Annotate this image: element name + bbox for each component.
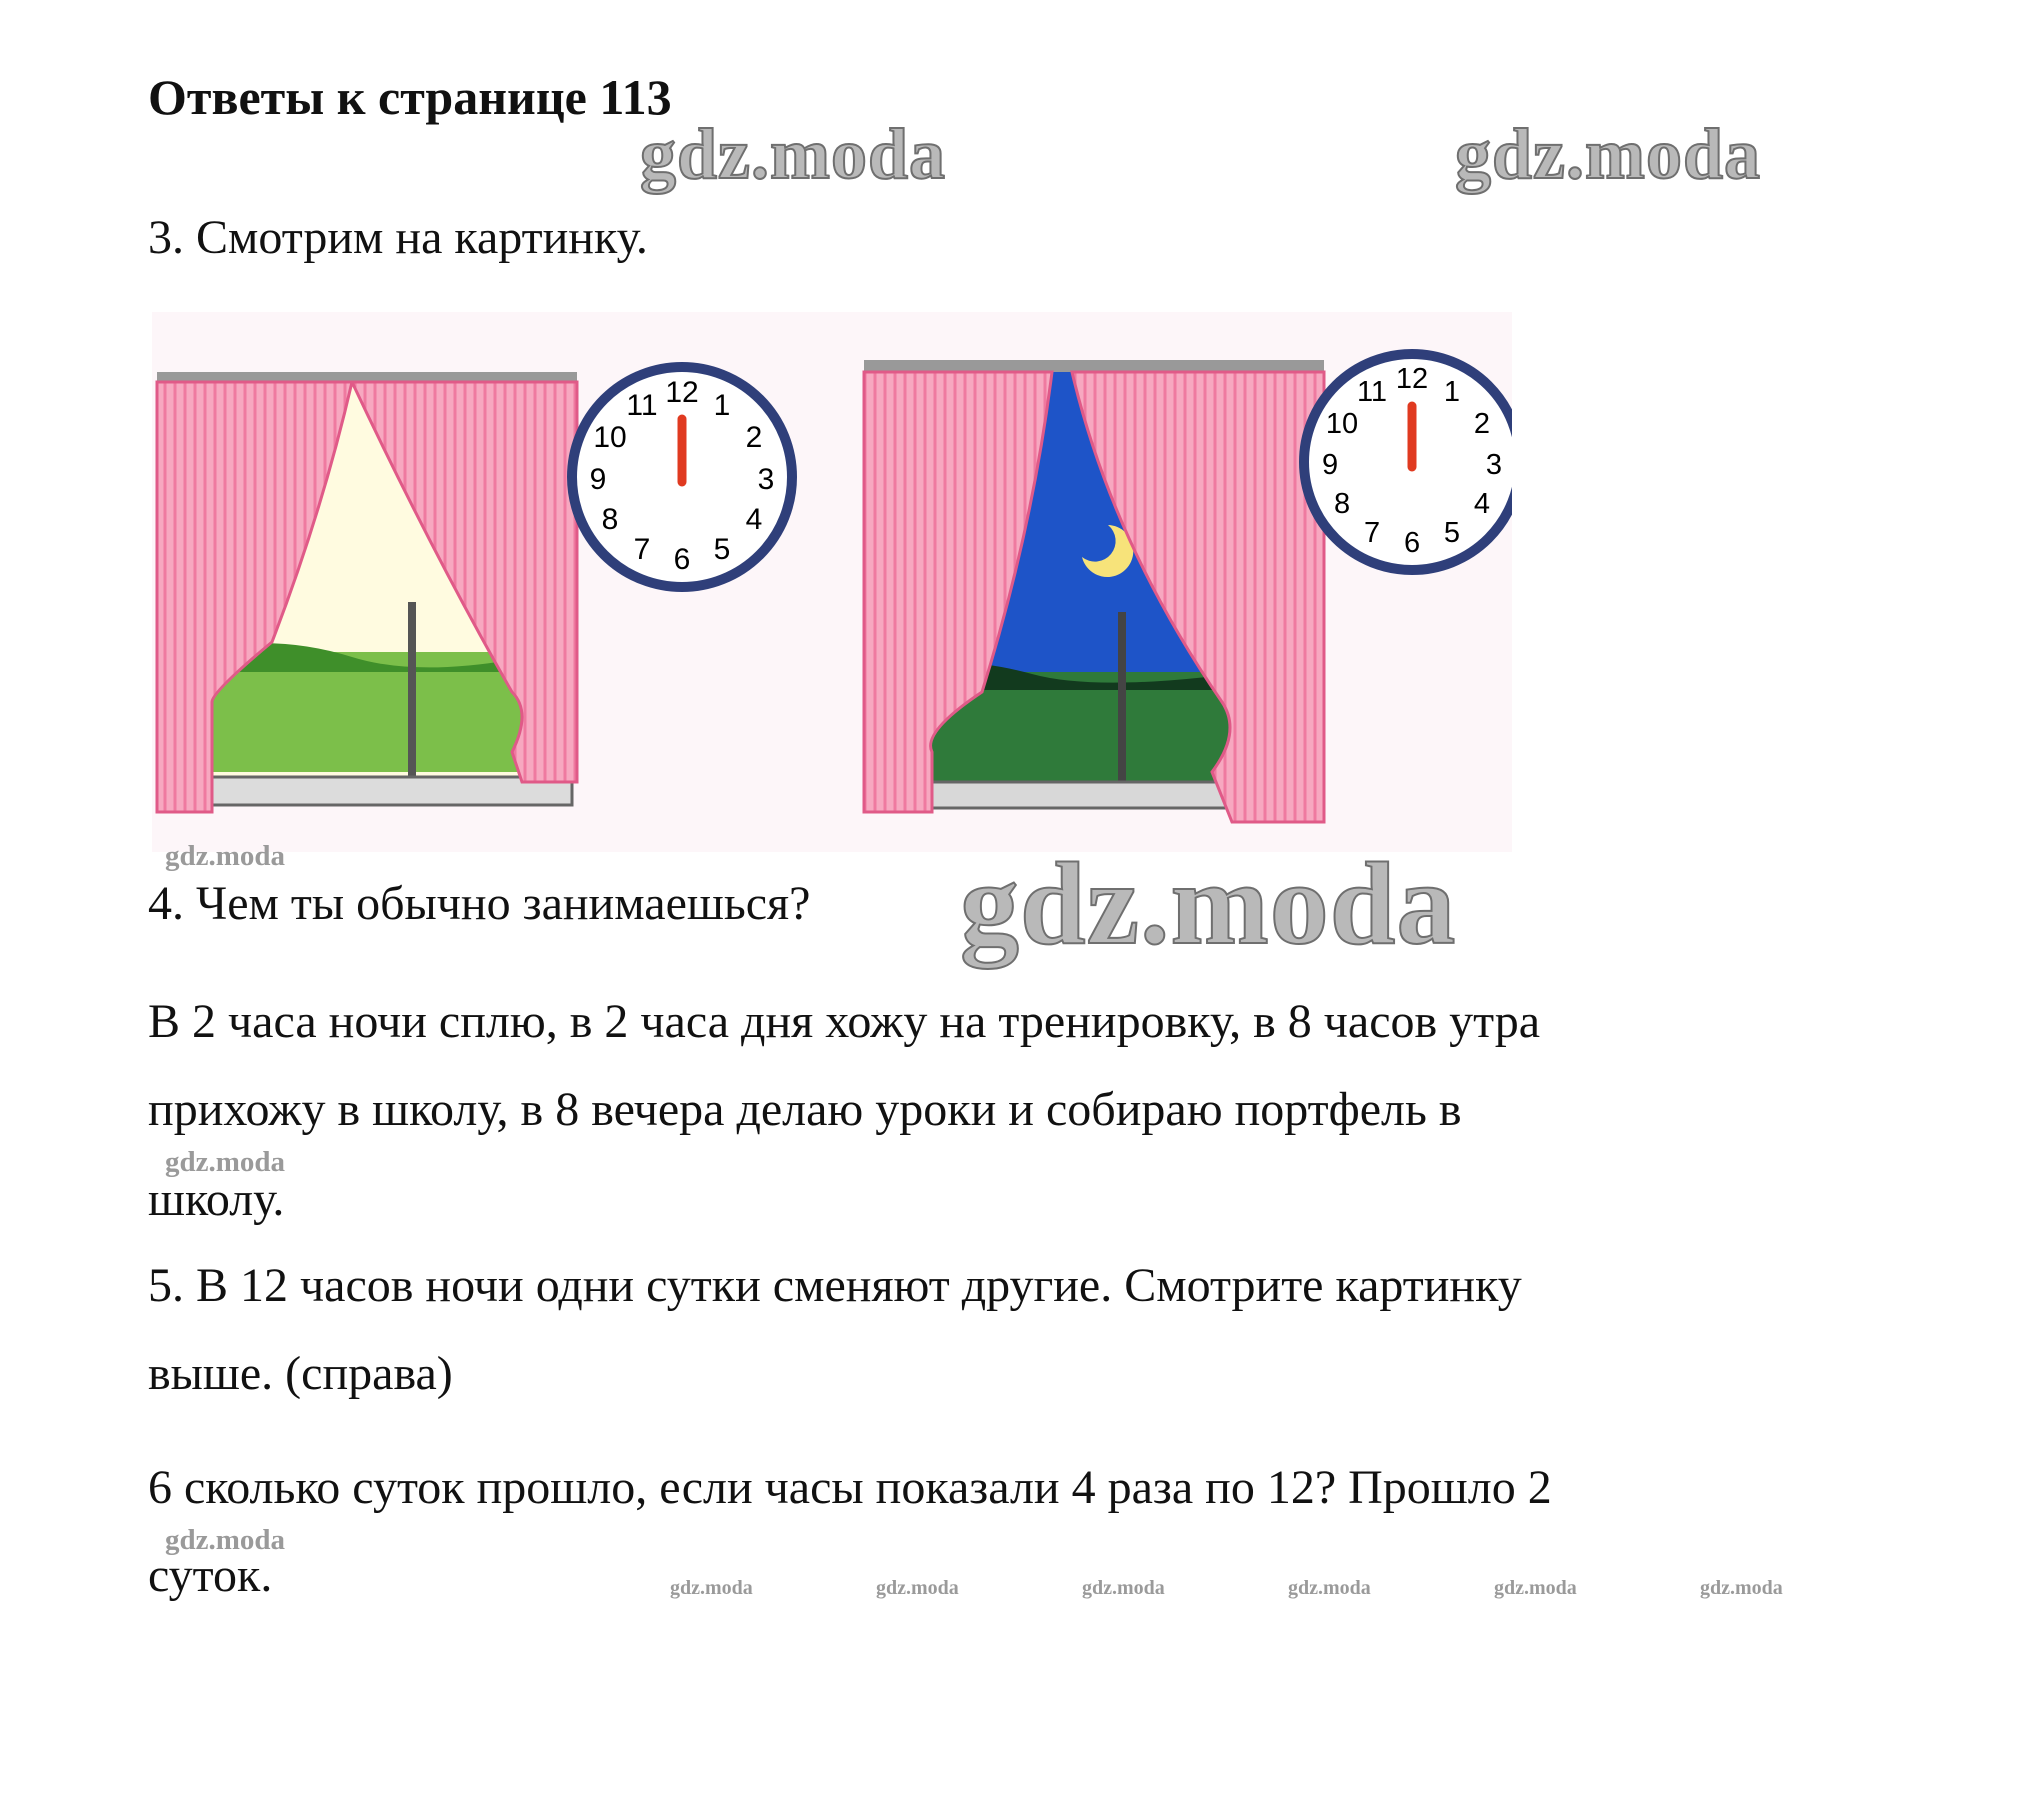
question-4: 4. Чем ты обычно занимаешься? [148, 877, 811, 930]
svg-text:5: 5 [1443, 517, 1461, 549]
answer-6-line-2: суток. [148, 1549, 273, 1602]
watermark: gdz.moda [1288, 1577, 1371, 1599]
answer-4-line-2: прихожу в школу, в 8 вечера делаю уроки и собираю портфель в [148, 1083, 1462, 1136]
page-title: Ответы к странице 113 [148, 69, 672, 125]
watermark: gdz.moda [1494, 1577, 1577, 1599]
clock-left [572, 367, 792, 587]
night-window [864, 360, 1324, 822]
answer-5-line-1: 5. В 12 часов ночи одни сутки сменяют другие. Смотрите картинку [148, 1259, 1522, 1312]
svg-text:7: 7 [633, 533, 651, 566]
svg-text:10: 10 [1325, 408, 1359, 440]
svg-text:6: 6 [673, 543, 691, 576]
watermark: gdz.moda [165, 1146, 286, 1178]
answer-4-line-1: В 2 часа ночи сплю, в 2 часа дня хожу на тренировку, в 8 часов утра [148, 995, 1541, 1048]
watermark: gdz.moda [670, 1577, 753, 1599]
svg-text:2: 2 [1473, 408, 1491, 440]
watermark: gdz.moda [165, 1524, 286, 1556]
watermark: gdz.moda [960, 838, 1457, 969]
clock-right [1304, 354, 1512, 570]
svg-text:8: 8 [1333, 488, 1351, 520]
watermark: gdz.moda [1700, 1577, 1783, 1599]
svg-text:1: 1 [713, 389, 731, 422]
svg-text:9: 9 [1321, 449, 1339, 481]
svg-text:11: 11 [1356, 376, 1388, 408]
watermark: gdz.moda [1082, 1577, 1165, 1599]
svg-text:1: 1 [1443, 376, 1461, 408]
answer-6-line-1: 6 сколько суток прошло, если часы показали 4 раза по 12? Прошло 2 [148, 1461, 1552, 1514]
watermark: gdz.moda [876, 1577, 959, 1599]
svg-text:12: 12 [665, 376, 699, 409]
svg-text:4: 4 [1473, 488, 1491, 520]
svg-text:5: 5 [713, 533, 731, 566]
question-3: 3. Смотрим на картинку. [148, 211, 648, 264]
svg-text:9: 9 [589, 463, 607, 496]
watermark: gdz.moda [165, 840, 286, 872]
svg-text:2: 2 [745, 421, 763, 454]
svg-text:11: 11 [626, 389, 658, 422]
answer-4-line-3: школу. [148, 1173, 285, 1226]
svg-text:7: 7 [1363, 517, 1381, 549]
svg-text:6: 6 [1403, 527, 1421, 559]
answer-5-line-2: выше. (справа) [148, 1347, 453, 1400]
svg-text:12: 12 [1395, 363, 1429, 395]
svg-text:3: 3 [1485, 449, 1503, 481]
svg-text:3: 3 [757, 463, 775, 496]
svg-text:4: 4 [745, 503, 763, 536]
svg-text:10: 10 [593, 421, 627, 454]
svg-text:8: 8 [601, 503, 619, 536]
watermark: gdz.moda [1455, 114, 1762, 194]
day-window [157, 372, 577, 812]
window-clock-illustration [152, 312, 1512, 852]
watermark: gdz.moda [640, 114, 947, 194]
